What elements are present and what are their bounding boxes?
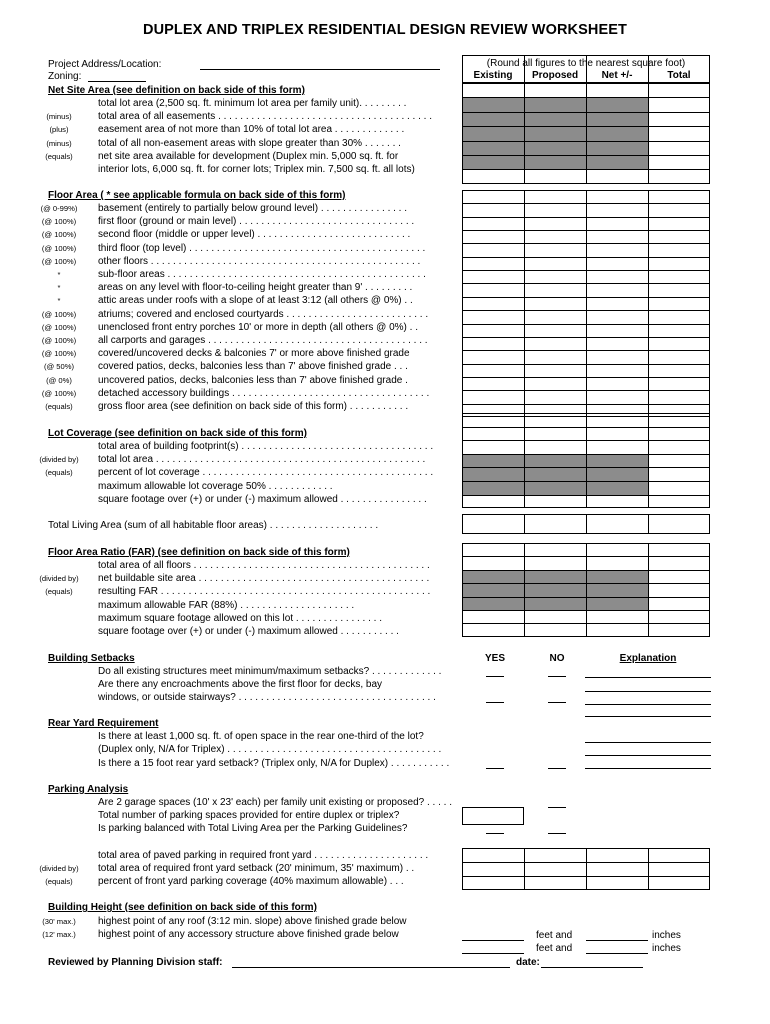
far-shaded-cell [463,584,524,596]
reviewer-field[interactable] [232,967,510,968]
row-label: unenclosed front entry porches 10' or more in depth (all others @ 0%) . . [98,321,418,333]
no-checkbox-line[interactable] [548,833,566,834]
row-label: basement (entirely to partially below ground level) . . . . . . . . . . . . . . . . [98,203,408,214]
row-label: highest point of any accessory structure above finished grade below [98,929,399,941]
net-site-col-line [648,83,649,184]
row-label: uncovered patios, decks, balconies less than 7' above finished grade . [98,374,408,386]
far-shaded-cell [587,598,648,610]
net-site-shaded-cell [463,142,524,155]
far-shaded-cell [525,571,586,583]
row-label: percent of lot coverage . . . . . . . . . . . . . . . . . . . . . . . . . . . . . . . . . . . . . . . . . . [98,467,434,479]
qualifier-label: (@ 100%) [41,217,77,227]
project-address-label: Project Address/Location: [48,59,162,70]
no-checkbox-line[interactable] [548,676,566,677]
net-site-col-line [586,83,587,184]
yes-checkbox-line[interactable] [486,702,504,703]
lot-col-line [524,413,525,508]
yes-checkbox-line[interactable] [486,676,504,677]
explanation-line[interactable] [585,742,711,743]
feet-field[interactable] [462,940,524,941]
row-label: total lot area (2,500 sq. ft. minimum lot area per family unit). . . . . . . . . [98,98,407,109]
living-col-line [524,514,525,534]
page-title: DUPLEX AND TRIPLEX RESIDENTIAL DESIGN REVIEW WORKSHEET [143,22,627,38]
qualifier-label: (plus) [49,125,69,135]
qualifier-label: (equals) [45,151,73,161]
row-label: net buildable site area . . . . . . . . . . . . . . . . . . . . . . . . . . . . . . . . . . . . . . . . . . [98,573,430,585]
inches-field[interactable] [586,953,648,954]
far-shaded-cell [463,571,524,583]
floor-col-line [586,190,587,417]
qualifier-label: (equals) [45,402,73,411]
row-label: highest point of any roof (3:12 min. slope) above finished grade below [98,916,407,927]
row-label: gross floor area (see definition on back side of this form) . . . . . . . . . . . [98,401,409,412]
row-label: percent of front yard parking coverage (40% maximum allowable) . . . [98,876,404,888]
qualifier-label: (30' max.) [42,917,76,926]
qualifier-label: (equals) [45,468,73,478]
row-label: total area of all easements . . . . . . . . . . . . . . . . . . . . . . . . . . . . . . . . . . . . . . . [98,111,432,123]
lot-shaded-cell [525,468,586,481]
lot-shaded-cell [463,455,524,468]
header-col-line [586,55,587,83]
explanation-line[interactable] [585,677,711,678]
row-label: maximum square footage allowed on this lot . . . . . . . . . . . . . . . . [98,612,383,624]
row-label: total area of building footprint(s) . . . . . . . . . . . . . . . . . . . . . . . . . . . . . . . . . . . [98,441,434,452]
qualifier-label: (@ 100%) [41,336,77,345]
total-living-area: Total Living Area (sum of all habitable floor areas) . . . . . . . . . . . . . . . . . . . . [48,520,379,531]
net-site-shaded-cell [587,142,648,155]
row-label: attic areas under roofs with a slope of at least 3:12 (all others @ 0%) . . [98,295,413,307]
parking-q3: Is parking balanced with Total Living Area per the Parking Guidelines? [98,823,408,834]
net-site-shaded-cell [587,127,648,140]
row-label: maximum allowable lot coverage 50% . . . . . . . . . . . . [98,480,333,492]
round-note: (Round all figures to the nearest square foot) [486,58,686,69]
lot-col-line [586,413,587,508]
qualifier-label: * [57,283,61,293]
inches-label: inches [652,930,681,941]
row-label: total lot area . . . . . . . . . . . . . . . . . . . . . . . . . . . . . . . . . . . . . . . . . . . . . . . . . [98,454,426,466]
far-col-line [648,543,649,637]
qualifier-label: (minus) [46,112,72,122]
zoning-field[interactable] [88,81,146,82]
row-label: areas on any level with floor-to-ceiling height greater than 9' . . . . . . . . . [98,282,413,294]
reviewed-label: Reviewed by Planning Division staff: [48,957,223,968]
row-label: square footage over (+) or under (-) maximum allowed . . . . . . . . . . . [98,626,399,637]
header-col-line [648,55,649,83]
row-label: other floors . . . . . . . . . . . . . . . . . . . . . . . . . . . . . . . . . . . . . . . . . . . . . . . . . [98,255,421,267]
row-label: second floor (middle or upper level) . . . . . . . . . . . . . . . . . . . . . . . . . . . . [98,229,411,241]
row-label: interior lots, 6,000 sq. ft. for corner lots; Triplex min. 7,500 sq. ft. all lots) [98,164,415,175]
row-label: atriums; covered and enclosed courtyards . . . . . . . . . . . . . . . . . . . . . . . . . . [98,308,429,320]
setback-q3: windows, or outside stairways? . . . . . . . . . . . . . . . . . . . . . . . . . . . . . . . . . . . . [98,692,436,703]
living-col-line [648,514,649,534]
row-label: net site area available for development (Duplex min. 5,000 sq. ft. for [98,150,399,162]
net-site-shaded-cell [525,113,586,126]
project-address-field[interactable] [200,69,440,70]
col-existing: Existing [473,70,513,81]
row-label: first floor (ground or main level) . . . . . . . . . . . . . . . . . . . . . . . . . . . . . . . . [98,216,415,228]
col-total: Total [667,70,691,81]
date-field[interactable] [541,967,643,968]
qualifier-label: (divided by) [39,574,79,584]
net-site-shaded-cell [525,98,586,111]
zoning-label: Zoning: [48,71,82,82]
parking-heading: Parking Analysis [48,784,129,795]
qualifier-label: * [57,270,61,279]
no-header: NO [549,653,565,664]
feet-field[interactable] [462,953,524,954]
lot-shaded-cell [587,482,648,495]
explanation-header: Explanation [619,653,677,664]
net-site-shaded-cell [525,156,586,169]
net-site-heading: Net Site Area (see definition on back side of this form) [48,85,305,96]
qualifier-label: (minus) [46,138,72,148]
feet-and-label: feet and [536,943,573,954]
net-site-shaded-cell [587,156,648,169]
row-label: total area of required front yard setback (20' minimum, 35' maximum) . . [98,863,415,875]
explanation-line[interactable] [585,716,711,717]
far-shaded-cell [587,571,648,583]
far-shaded-cell [463,598,524,610]
far-col-line [586,543,587,637]
qualifier-label: (equals) [45,587,73,597]
height-heading: Building Height (see definition on back side of this form) [48,902,317,913]
explanation-line[interactable] [585,704,711,705]
parking-spaces-box[interactable] [462,807,524,825]
net-site-col-line [524,83,525,184]
explanation-line[interactable] [585,691,711,692]
qualifier-label: (@ 0-99%) [40,204,78,213]
row-label: resulting FAR . . . . . . . . . . . . . . . . . . . . . . . . . . . . . . . . . . . . . . . . . . . . . . . . . [98,586,431,598]
qualifier-label: (12' max.) [42,930,76,940]
no-checkbox-line[interactable] [548,807,566,808]
inches-field[interactable] [586,940,648,941]
no-checkbox-line[interactable] [548,702,566,703]
qualifier-label: (@ 100%) [41,256,77,266]
far-shaded-cell [587,584,648,596]
net-site-shaded-cell [463,113,524,126]
row-label: total area of paved parking in required front yard . . . . . . . . . . . . . . . . . . . . . [98,850,429,861]
row-label: total area of all floors . . . . . . . . . . . . . . . . . . . . . . . . . . . . . . . . . . . . . . . . . . . [98,560,430,571]
row-label: easement area of not more than 10% of total lot area . . . . . . . . . . . . . [98,124,405,136]
qualifier-label: * [57,296,61,306]
date-label: date: [516,957,540,968]
setbacks-heading: Building Setbacks [48,653,135,664]
floor-col-line [524,190,525,417]
setback-q2: Are there any encroachments above the first floor for decks, bay [98,679,383,690]
net-site-shaded-cell [463,98,524,111]
lot-shaded-cell [587,455,648,468]
rear-yard-q2: (Duplex only, N/A for Triplex) . . . . . . . . . . . . . . . . . . . . . . . . . . . . . . . . . . . . . . . [98,744,442,755]
explanation-line[interactable] [585,768,711,769]
net-site-shaded-cell [463,156,524,169]
qualifier-label: (@ 100%) [41,230,77,240]
row-label: all carports and garages . . . . . . . . . . . . . . . . . . . . . . . . . . . . . . . . . . . . . . . . [98,335,428,346]
floor-col-line [648,190,649,417]
qualifier-label: (@ 50%) [43,362,75,372]
qualifier-label: (@ 100%) [41,243,77,253]
feet-and-label: feet and [536,930,573,941]
net-site-shaded-cell [525,127,586,140]
net-site-shaded-cell [463,127,524,140]
floor-area-heading: Floor Area ( * see applicable formula on back side of this form) [48,190,346,201]
qualifier-label: (equals) [45,877,73,887]
lot-shaded-cell [525,482,586,495]
far-shaded-cell [525,598,586,610]
row-label: square footage over (+) or under (-) maximum allowed . . . . . . . . . . . . . . . . [98,493,427,505]
row-label: third floor (top level) . . . . . . . . . . . . . . . . . . . . . . . . . . . . . . . . . . . . . . . . . . . [98,242,426,254]
qualifier-label: (@ 100%) [41,349,77,359]
row-label: maximum allowable FAR (88%) . . . . . . . . . . . . . . . . . . . . . [98,599,355,611]
col-proposed: Proposed [531,70,579,81]
lot-col-line [648,413,649,508]
lot-shaded-cell [525,455,586,468]
row-label: total of all non-easement areas with slope greater than 30% . . . . . . . [98,137,401,149]
lot-shaded-cell [463,468,524,481]
qualifier-label: (@ 100%) [41,388,77,398]
rear-yard-q3: Is there a 15 foot rear yard setback? (Triplex only, N/A for Duplex) . . . . . . . . . . . [98,758,450,769]
lot-shaded-cell [463,482,524,495]
header-col-line [524,55,525,83]
far-shaded-cell [525,584,586,596]
rear-yard-heading: Rear Yard Requirement [48,718,159,729]
row-label: covered patios, decks, balconies less than 7' above finished grade . . . [98,361,408,373]
rear-yard-q1: Is there at least 1,000 sq. ft. of open space in the rear one-third of the lot? [98,731,424,742]
yes-header: YES [484,653,505,664]
qualifier-label: (@ 100%) [41,309,77,319]
yes-checkbox-line[interactable] [486,768,504,769]
qualifier-label: (divided by) [39,455,79,465]
parking-q1: Are 2 garage spaces (10' x 23' each) per family unit existing or proposed? . . . . . [98,797,453,808]
explanation-line[interactable] [585,755,711,756]
far-heading: Floor Area Ratio (FAR) (see definition on back side of this form) [48,547,350,558]
far-col-line [524,543,525,637]
lot-shaded-cell [587,468,648,481]
row-label: covered/uncovered decks & balconies 7' or more above finished grade [98,348,410,360]
no-checkbox-line[interactable] [548,768,566,769]
net-site-shaded-cell [587,98,648,111]
qualifier-label: (@ 100%) [41,322,77,332]
row-label: detached accessory buildings . . . . . . . . . . . . . . . . . . . . . . . . . . . . . . . . . . . . [98,387,430,399]
qualifier-label: (divided by) [39,864,79,874]
col-net: Net +/- [601,70,633,81]
lot-coverage-heading: Lot Coverage (see definition on back side of this form) [48,428,307,439]
qualifier-label: (@ 0%) [46,375,72,385]
inches-label: inches [652,943,681,954]
net-site-shaded-cell [587,113,648,126]
parking-grid [462,848,710,890]
net-site-shaded-cell [525,142,586,155]
parking-q2: Total number of parking spaces provided for entire duplex or triplex? [98,810,400,821]
row-label: sub-floor areas . . . . . . . . . . . . . . . . . . . . . . . . . . . . . . . . . . . . . . . . . . . . . . . [98,269,426,280]
living-col-line [586,514,587,534]
yes-checkbox-line[interactable] [486,833,504,834]
setback-q1: Do all existing structures meet minimum/maximum setbacks? . . . . . . . . . . . . . [98,666,442,677]
